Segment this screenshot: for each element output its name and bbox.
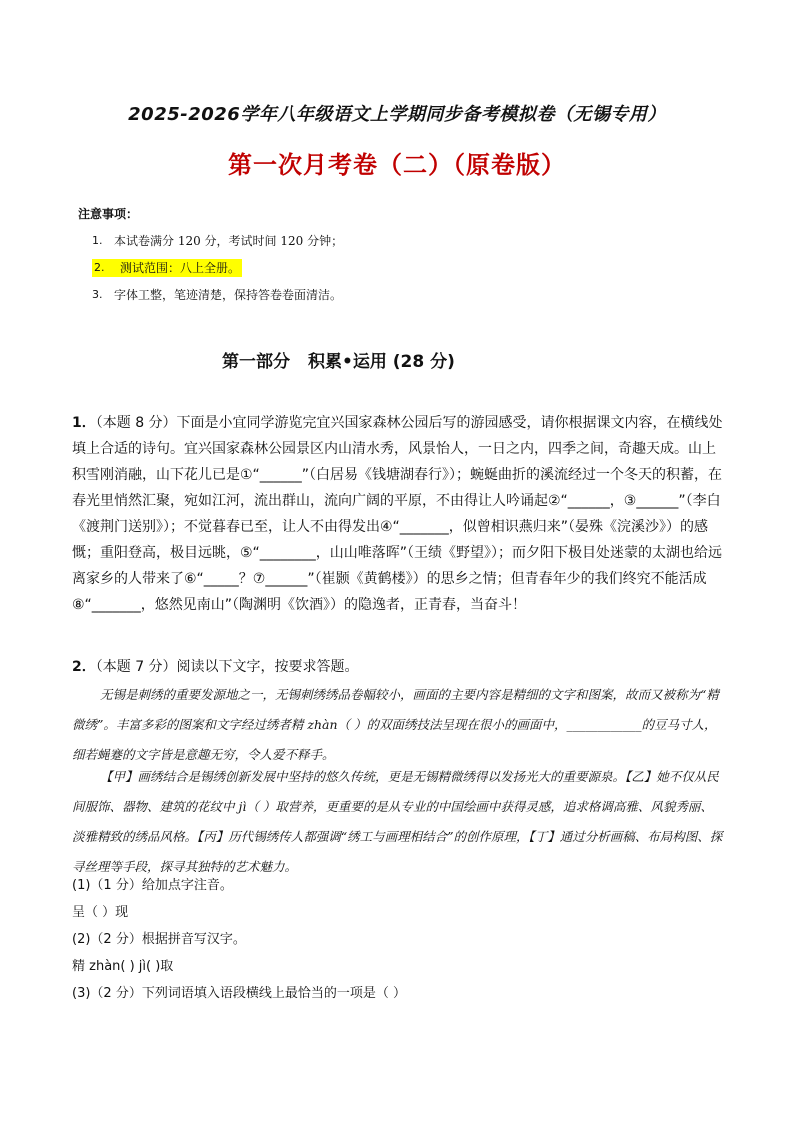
question-1-text: （本题 8 分）下面是小宜同学游览完宜兴国家森林公园后写的游园感受，请你根据课文内容，在横线处填上合适的诗句。宜兴国家森林公园景区内山清水秀，风景怡人，一日之内，四季之间，奇趣天成。山上积雪刚消融，山下花儿已是①“______”（白居易《钱塘湖春行》）；蜿蜒曲折的溪流经过一个冬天的积蓄，在春光里悄然汇聚，宛如江河，流出群山，流向广阔的平原，不由得让人吟诵起②“______，③______”（李白《渡荆门送别》）；不觉暮春已至，让人不由得发出④“_______，似曾相识燕归来”（晏殊《浣溪沙》）的感慨；重阳登高，极目远眺，⑤“________，山山唯落晖”（王绩《野望》）；而夕阳下极目处迷蒙的太湖也给远离家乡的人带来了⑥“_____？⑦______”（崔颢《黄鹤楼》）的思乡之情；但青春年少的我们终究不能活成⑧“_______，悠然见南山”（陶渊明《饮酒》）的隐逸者，正青春，当奋斗！ bbox=[72, 415, 723, 613]
sub-question-2-prompt: (2)（2 分）根据拼音写汉字。 bbox=[72, 932, 246, 947]
notice-item-number: 2. bbox=[92, 259, 118, 277]
question-1 bbox=[72, 410, 724, 618]
question-number: 2． bbox=[72, 659, 96, 675]
notice-heading: 注意事项： bbox=[78, 207, 139, 221]
part-label: 第一部分 bbox=[222, 352, 290, 372]
sub-question-1-item: 呈（ ）现 bbox=[72, 905, 129, 920]
sub-question-3 bbox=[72, 980, 724, 1007]
notice-item-1 bbox=[92, 232, 343, 259]
part-heading bbox=[222, 347, 473, 372]
question-2 bbox=[72, 654, 724, 680]
notice-item-text: 本试卷满分 120 分，考试时间 120 分钟； bbox=[114, 234, 344, 248]
exam-title: 2025-2026学年八年级语文上学期同步备考模拟卷（无锡专用） bbox=[128, 104, 666, 125]
notice-item-2 bbox=[92, 259, 343, 286]
question-number: 1． bbox=[72, 415, 96, 431]
notice-list bbox=[92, 232, 343, 313]
notice-item-number: 3. bbox=[92, 288, 103, 301]
sub-question-2 bbox=[72, 926, 724, 980]
sub-question-3-prompt: (3)（2 分）下列词语填入语段横线上最恰当的一项是（ ） bbox=[72, 986, 406, 1001]
exam-subtitle: 第一次月考卷（二）（原卷版） bbox=[228, 150, 566, 179]
question-2-text: （本题 7 分）阅读以下文字，按要求答题。 bbox=[95, 659, 359, 675]
passage-paragraph-2: 【甲】画绣结合是锡绣创新发展中坚持的悠久传统，更是无锡精微绣得以发扬光大的重要源泉。【乙】她不仅从民间服饰、器物、建筑的花纹中 jì（ ）取营养，更重要的是从专业的中国绘画中获得灵感，追求格调高雅、风貌秀丽、淡雅精致的绣品风格。【丙】历代锡绣传人都强调“绣工与画理相结合”的创作原理，【丁】通过分析画稿、布局构图、探寻丝理等手段，探寻其独特的艺术魅力。 bbox=[72, 769, 723, 874]
sub-question-2-item: 精 zhàn( ) jì( )取 bbox=[72, 959, 174, 974]
sub-question-1-prompt: (1)（1 分）给加点字注音。 bbox=[72, 878, 233, 893]
notice-item-3 bbox=[92, 286, 343, 313]
passage-paragraph-1: 无锡是刺绣的重要发源地之一，无锡刺绣绣品卷幅较小，画面的主要内容是精细的文字和图案，故而又被称为“精微绣”。丰富多彩的图案和文字经过绣者精 zhàn（ ）的双面绣技法呈现在很小的画面中，____________的豆马寸人，细若蝇蹇的文字皆是意趣无穷，令人爱不释手。 bbox=[72, 687, 719, 762]
notice-item-number: 1. bbox=[92, 234, 103, 247]
sub-question-1 bbox=[72, 872, 724, 926]
part-name: 积累•运用 (28 分) bbox=[308, 352, 455, 372]
notice-item-text: 字体工整，笔迹清楚，保持答卷卷面清洁。 bbox=[114, 288, 343, 302]
notice-item-text: 测试范围：八上全册。 bbox=[120, 261, 241, 275]
